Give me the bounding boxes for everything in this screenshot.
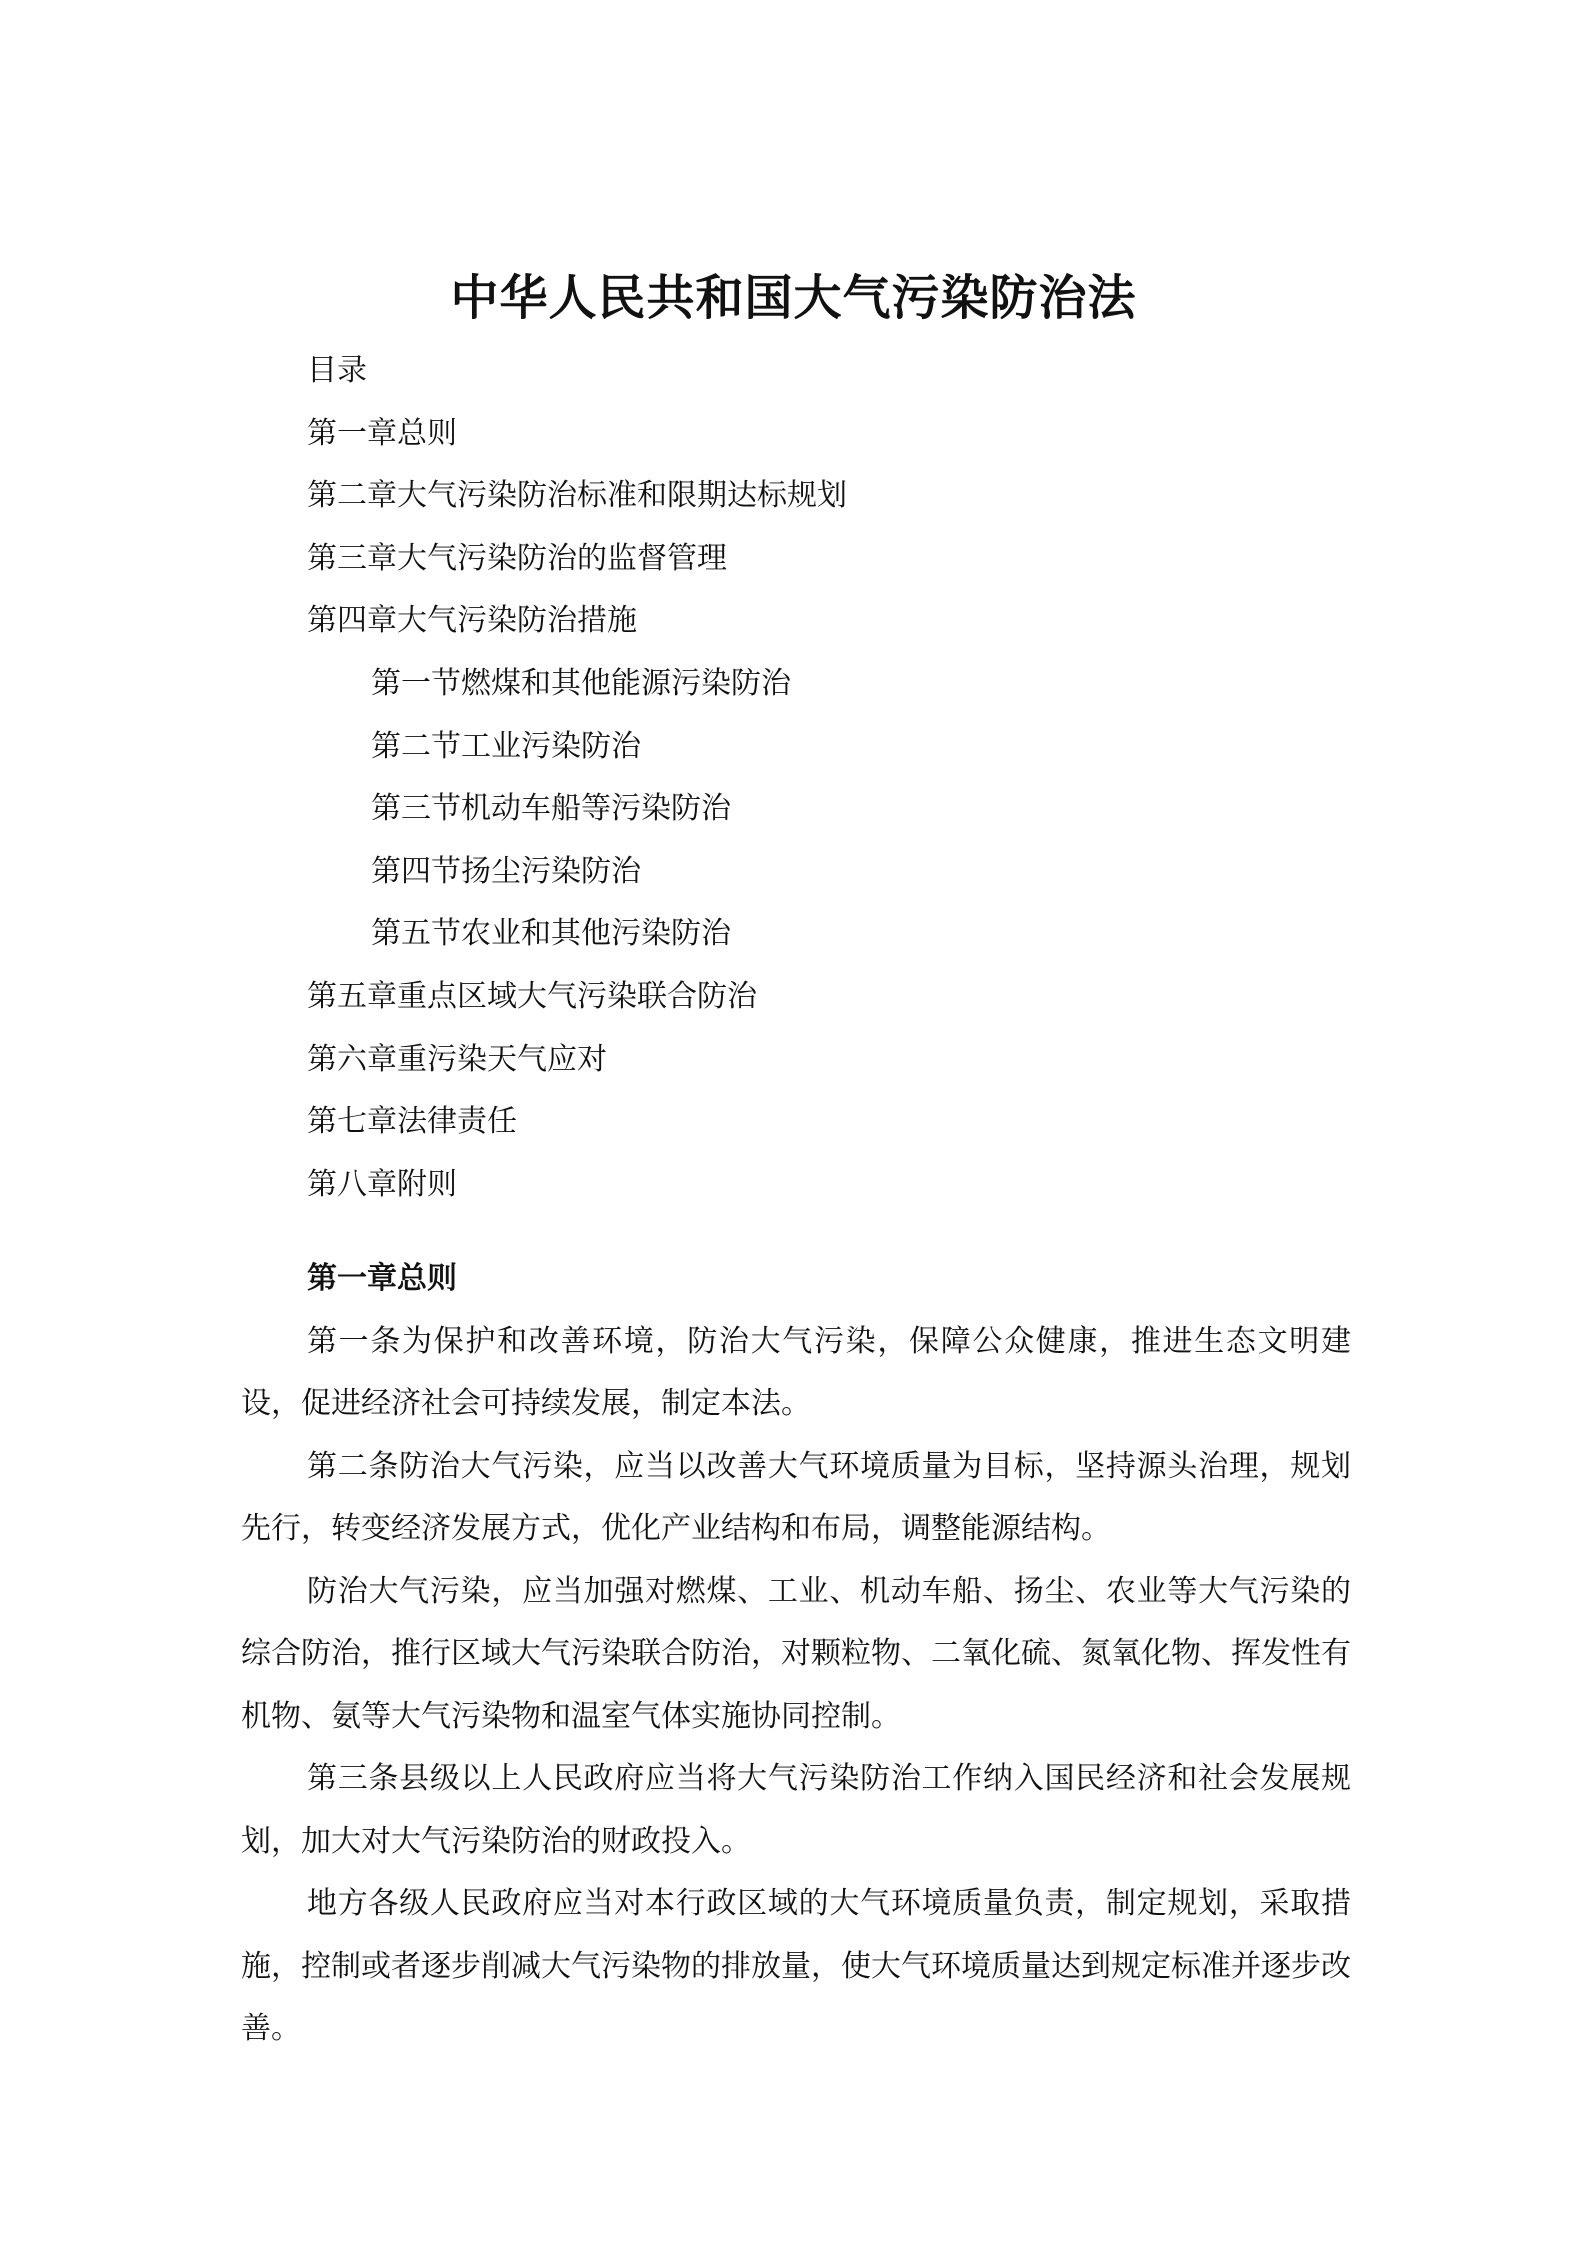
toc-item-section-1: 第一节燃煤和其他能源污染防治 — [371, 665, 791, 701]
chapter-heading: 第一章总则 — [307, 1261, 457, 1296]
document-body — [241, 1248, 1351, 2061]
toc-label: 目录 — [307, 353, 367, 388]
toc-item-chapter-4: 第四章大气污染防治措施 — [307, 603, 637, 639]
article-3-paragraph: 第三条县级以上人民政府应当将大气污染防治工作纳入国民经济和社会发展规划，加大对大气污染防治的财政投入。 — [241, 1761, 1351, 1859]
table-of-contents — [307, 340, 1407, 1216]
toc-item-chapter-7: 第七章法律责任 — [307, 1104, 517, 1140]
toc-item-section-3: 第三节机动车船等污染防治 — [371, 791, 731, 827]
toc-item-section-2: 第二节工业污染防治 — [371, 728, 641, 764]
toc-item-chapter-3: 第三章大气污染防治的监督管理 — [307, 540, 727, 576]
toc-item-chapter-2: 第二章大气污染防治标准和限期达标规划 — [307, 478, 847, 514]
toc-item-chapter-5: 第五章重点区域大气污染联合防治 — [307, 978, 757, 1014]
toc-item-chapter-1: 第一章总则 — [307, 415, 457, 451]
article-3-paragraph-2: 地方各级人民政府应当对本行政区域的大气环境质量负责，制定规划，采取措施，控制或者逐步削减大气污染物的排放量，使大气环境质量达到规定标准并逐步改善。 — [241, 1886, 1351, 2046]
toc-item-chapter-6: 第六章重污染天气应对 — [307, 1041, 607, 1077]
toc-item-section-5: 第五节农业和其他污染防治 — [371, 916, 731, 952]
toc-item-chapter-8: 第八章附则 — [307, 1166, 457, 1202]
article-2-paragraph: 第二条防治大气污染，应当以改善大气环境质量为目标，坚持源头治理，规划先行，转变经济发展方式，优化产业结构和布局，调整能源结构。 — [241, 1448, 1351, 1546]
article-2-paragraph-2: 防治大气污染，应当加强对燃煤、工业、机动车船、扬尘、农业等大气污染的综合防治，推行区域大气污染联合防治，对颗粒物、二氧化硫、氮氧化物、挥发性有机物、氨等大气污染物和温室气体实施协同控制。 — [241, 1573, 1351, 1734]
article-1-paragraph: 第一条为保护和改善环境，防治大气污染，保障公众健康，推进生态文明建设，促进经济社会可持续发展，制定本法。 — [241, 1323, 1351, 1421]
document-title: 中华人民共和国大气污染防治法 — [450, 270, 1137, 326]
toc-item-section-4: 第四节扬尘污染防治 — [371, 853, 641, 889]
